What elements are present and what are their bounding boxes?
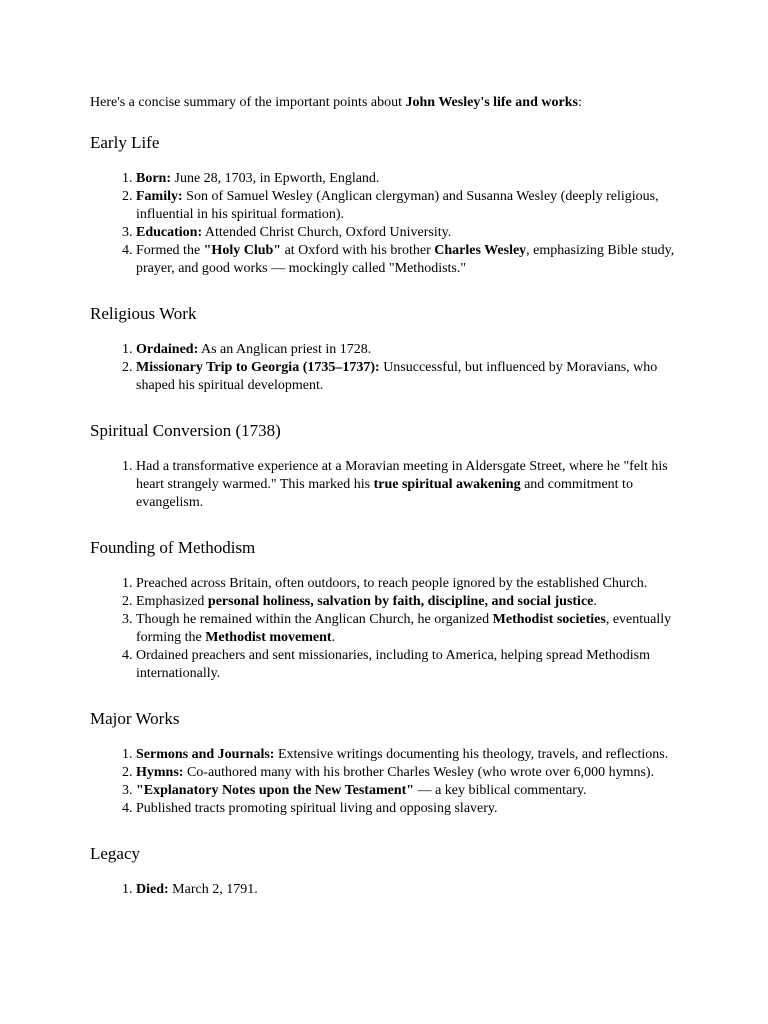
bold-text: true spiritual awakening	[373, 477, 521, 492]
item-text: March 2, 1791.	[168, 882, 258, 897]
section-heading: Spiritual Conversion (1738)	[90, 421, 281, 440]
section-heading: Founding of Methodism	[90, 538, 256, 557]
list-item	[136, 800, 690, 818]
sections-container	[90, 132, 690, 899]
list-item	[136, 575, 690, 593]
bold-text: personal holiness, salvation by faith, discipline, and social justice	[207, 594, 594, 609]
bold-text: Charles Wesley	[434, 243, 527, 258]
section-list	[90, 881, 690, 899]
intro-text: Here's a concise summary of the important points about	[90, 95, 406, 110]
bold-text: Born:	[136, 171, 171, 186]
list-item	[136, 881, 690, 899]
section-list	[90, 575, 690, 683]
item-text: Attended Christ Church, Oxford University.	[202, 225, 452, 240]
bold-text: Methodist movement	[205, 630, 332, 645]
item-text: Had a transformative experience at a Moravian meeting in Aldersgate Street, where he "felt his heart strangely warmed." This marked his	[136, 459, 668, 492]
bold-text: Missionary Trip to Georgia (1735–1737):	[136, 360, 380, 375]
list-item	[136, 224, 690, 242]
section-list	[90, 170, 690, 278]
bold-text: Died:	[136, 882, 169, 897]
list-item	[136, 746, 690, 764]
section-list	[90, 341, 690, 395]
item-text: Son of Samuel Wesley (Anglican clergyman) and Susanna Wesley (deeply religious, influential in his spiritual formation).	[136, 189, 659, 222]
item-text: Extensive writings documenting his theology, travels, and reflections.	[274, 747, 669, 762]
bold-text: Hymns:	[136, 765, 184, 780]
bold-text: "Holy Club"	[203, 243, 282, 258]
list-item	[136, 593, 690, 611]
section-list	[90, 746, 690, 818]
item-text: .	[331, 630, 336, 645]
item-text: Co-authored many with his brother Charles Wesley (who wrote over 6,000 hymns).	[183, 765, 655, 780]
list-item	[136, 764, 690, 782]
list-item	[136, 341, 690, 359]
item-text: at Oxford with his brother	[281, 243, 435, 258]
item-text: , eventually forming the	[136, 612, 672, 645]
item-text: Unsuccessful, but influenced by Moravians, who shaped his spiritual development.	[136, 360, 658, 393]
item-text: and commitment to evangelism.	[136, 477, 633, 510]
item-text: Formed the	[136, 243, 204, 258]
item-text: As an Anglican priest in 1728.	[198, 342, 372, 357]
section-heading: Early Life	[90, 133, 160, 152]
section-heading: Religious Work	[90, 304, 197, 323]
document-body	[90, 95, 690, 899]
list-item	[136, 170, 690, 188]
item-text: Ordained preachers and sent missionaries, including to America, helping spread Methodism internationally.	[136, 648, 650, 681]
list-item	[136, 611, 690, 647]
bold-text: Family:	[136, 189, 183, 204]
item-text: .	[593, 594, 597, 609]
item-text: June 28, 1703, in Epworth, England.	[171, 171, 380, 186]
item-text: Emphasized	[136, 594, 208, 609]
item-text: — a key biblical commentary.	[414, 783, 587, 798]
list-item	[136, 359, 690, 395]
bold-text: "Explanatory Notes upon the New Testament"	[136, 783, 415, 798]
bold-text: Education:	[136, 225, 203, 240]
intro-emphasis: John Wesley's life and works	[405, 95, 578, 110]
section-list	[90, 458, 690, 512]
item-text: Published tracts promoting spiritual living and opposing slavery.	[136, 801, 498, 816]
item-text: Though he remained within the Anglican Church, he organized	[136, 612, 493, 627]
bold-text: Sermons and Journals:	[136, 747, 275, 762]
list-item	[136, 242, 690, 278]
list-item	[136, 188, 690, 224]
item-text: , emphasizing Bible study, prayer, and good works — mockingly called "Methodists."	[136, 243, 675, 276]
bold-text: Ordained:	[136, 342, 199, 357]
intro-suffix: :	[577, 95, 582, 110]
list-item	[136, 458, 690, 512]
item-text: Preached across Britain, often outdoors, to reach people ignored by the established Church.	[136, 576, 648, 591]
section-heading: Major Works	[90, 709, 180, 728]
list-item	[136, 647, 690, 683]
bold-text: Methodist societies	[492, 612, 606, 627]
section-heading: Legacy	[90, 844, 141, 863]
intro-paragraph	[90, 95, 690, 111]
list-item	[136, 782, 690, 800]
